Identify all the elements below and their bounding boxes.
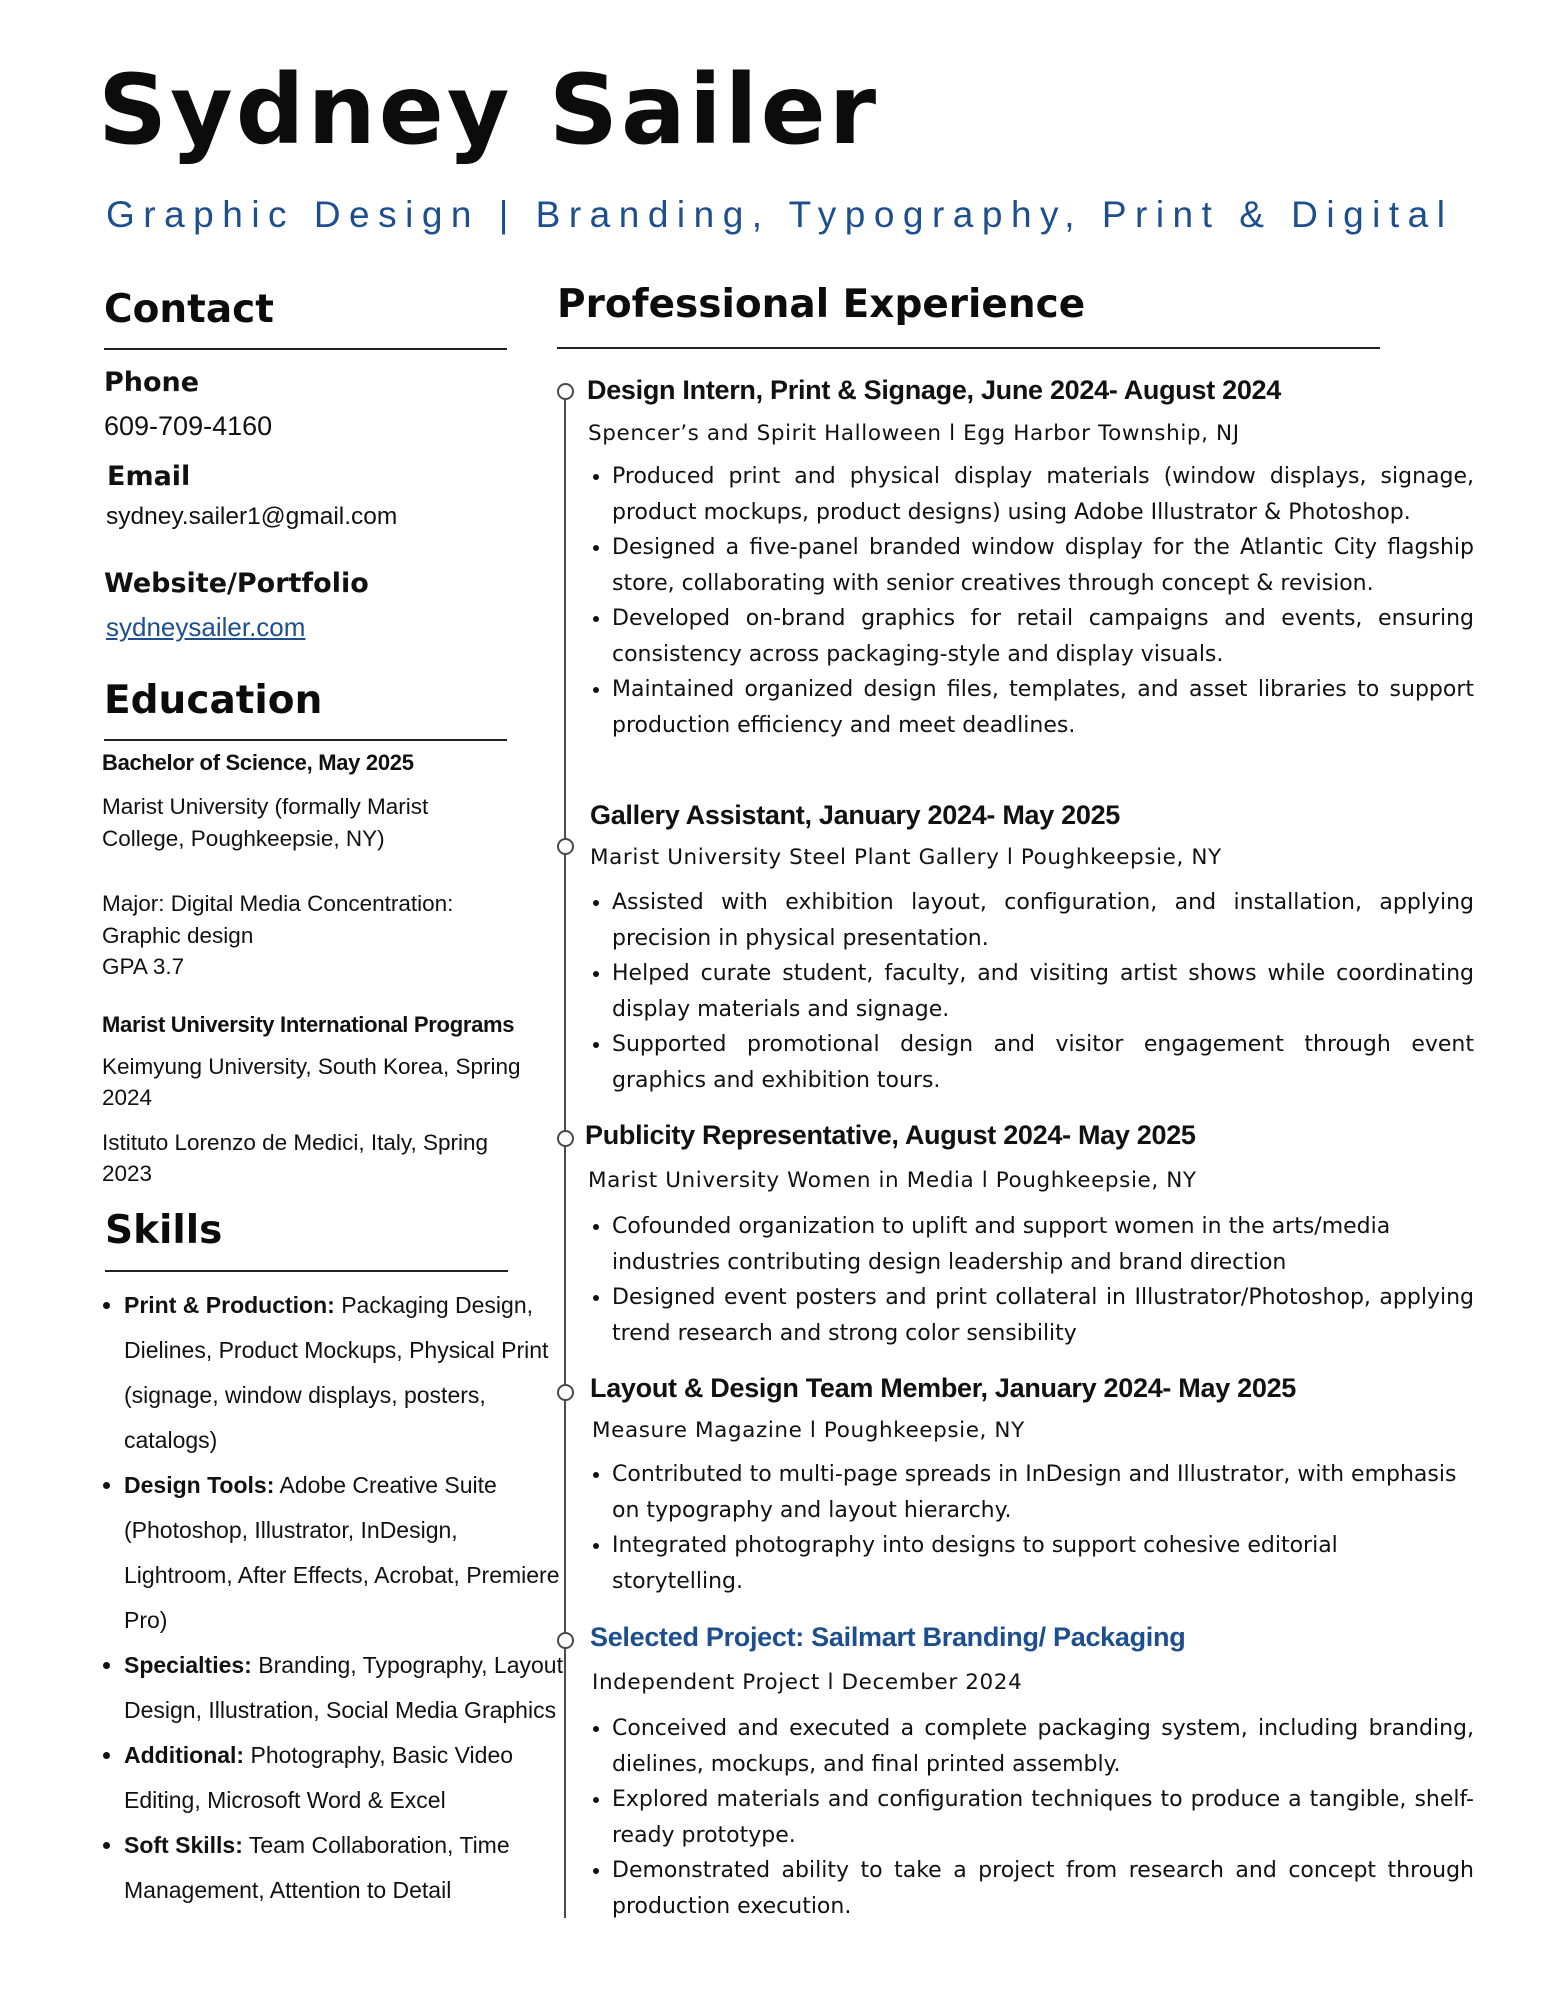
education-heading: Education	[104, 678, 323, 723]
job-bullet: • Contributed to multi-page spreads in InDesign and Illustrator, with emphasis on typography and layout hierarchy.	[612, 1457, 1474, 1528]
intl-program-2-line-2: 2023	[102, 1161, 153, 1186]
intl-program-2-line-1: Istituto Lorenzo de Medici, Italy, Spring	[102, 1130, 489, 1155]
experience-rule	[557, 347, 1380, 349]
job-bullet: • Designed event posters and print collateral in Illustrator/Photoshop, applying trend research and strong color sensibility	[612, 1280, 1474, 1351]
email-value: sydney.sailer1@gmail.com	[106, 503, 398, 530]
skill-item: • Print & Production: Packaging Design, Dielines, Product Mockups, Physical Print (signage, window displays, posters, catalogs)	[124, 1283, 564, 1463]
job-bullet: • Designed a five-panel branded window display for the Atlantic City flagship store, collaborating with senior creatives through concept & revision.	[612, 530, 1474, 601]
gpa: GPA 3.7	[102, 954, 185, 979]
skill-item: • Additional: Photography, Basic Video Editing, Microsoft Word & Excel	[124, 1733, 564, 1823]
intl-programs-heading: Marist University International Programs	[102, 1012, 515, 1037]
job-title: Gallery Assistant, January 2024- May 2025	[590, 800, 1121, 830]
job-bullets	[590, 885, 1474, 1098]
phone-label: Phone	[104, 367, 200, 398]
job-bullets	[590, 459, 1474, 743]
tagline: Graphic Design | Branding, Typography, Print & Digital	[106, 194, 1454, 235]
job-organization: Spencer’s and Spirit Halloween l Egg Harbor Township, NJ	[588, 421, 1240, 446]
job-title: Publicity Representative, August 2024- May 2025	[585, 1120, 1196, 1150]
job-bullet: • Demonstrated ability to take a project from research and concept through production execution.	[612, 1853, 1474, 1924]
job-bullet: • Developed on-brand graphics for retail campaigns and events, ensuring consistency across packaging-style and display visuals.	[612, 601, 1474, 672]
skill-item: • Soft Skills: Team Collaboration, Time Management, Attention to Detail	[124, 1823, 564, 1913]
job-bullet: • Explored materials and configuration techniques to produce a tangible, shelf-ready prototype.	[612, 1782, 1474, 1853]
job-bullet: • Produced print and physical display materials (window displays, signage, product mockups, product designs) using Adobe Illustrator & Photoshop.	[612, 459, 1474, 530]
skills-heading: Skills	[105, 1208, 223, 1253]
skill-item: • Design Tools: Adobe Creative Suite (Photoshop, Illustrator, InDesign, Lightroom, After Effects, Acrobat, Premiere Pro)	[124, 1463, 564, 1643]
job-organization: Independent Project l December 2024	[592, 1670, 1023, 1695]
job-bullet: • Helped curate student, faculty, and visiting artist shows while coordinating display materials and signage.	[612, 956, 1474, 1027]
job-organization: Marist University Steel Plant Gallery l Poughkeepsie, NY	[590, 845, 1222, 870]
education-rule	[104, 739, 507, 741]
degree: Bachelor of Science, May 2025	[102, 750, 414, 775]
skills-rule	[105, 1270, 508, 1272]
candidate-name: Sydney Sailer	[98, 54, 880, 166]
timeline-marker	[557, 1384, 574, 1401]
job-organization: Measure Magazine l Poughkeepsie, NY	[592, 1418, 1025, 1443]
timeline-marker	[557, 1130, 574, 1147]
website-label: Website/Portfolio	[104, 568, 369, 599]
project-title: Selected Project: Sailmart Branding/ Packaging	[590, 1622, 1186, 1652]
timeline-line	[564, 390, 566, 1918]
timeline-marker	[557, 383, 574, 400]
job-bullets	[590, 1711, 1474, 1924]
job-bullet: • Assisted with exhibition layout, configuration, and installation, applying precision in physical presentation.	[612, 885, 1474, 956]
job-title: Design Intern, Print & Signage, June 2024- August 2024	[587, 375, 1281, 405]
job-title: Layout & Design Team Member, January 2024- May 2025	[590, 1373, 1297, 1403]
job-bullet: • Maintained organized design files, templates, and asset libraries to support production efficiency and meet deadlines.	[612, 672, 1474, 743]
school-line-2: College, Poughkeepsie, NY)	[102, 826, 385, 851]
job-bullet: • Conceived and executed a complete packaging system, including branding, dielines, mockups, and final printed assembly.	[612, 1711, 1474, 1782]
portfolio-link[interactable]: sydneysailer.com	[106, 612, 306, 642]
school-line-1: Marist University (formally Marist	[102, 794, 429, 819]
intl-program-1-line-1: Keimyung University, South Korea, Spring	[102, 1054, 521, 1079]
phone-value: 609-709-4160	[104, 411, 273, 441]
job-bullets	[590, 1457, 1474, 1599]
skills-list	[94, 1283, 564, 1913]
contact-heading: Contact	[104, 287, 274, 332]
job-bullet: • Supported promotional design and visitor engagement through event graphics and exhibition tours.	[612, 1027, 1474, 1098]
major-line-1: Major: Digital Media Concentration:	[102, 891, 454, 916]
timeline-marker	[557, 1632, 574, 1649]
job-organization: Marist University Women in Media l Poughkeepsie, NY	[588, 1168, 1197, 1193]
job-bullet: • Integrated photography into designs to support cohesive editorial storytelling.	[612, 1528, 1474, 1599]
email-label: Email	[107, 461, 191, 492]
experience-heading: Professional Experience	[557, 282, 1086, 327]
job-bullet: • Cofounded organization to uplift and support women in the arts/media industries contributing design leadership and brand direction	[612, 1209, 1474, 1280]
timeline-marker	[557, 838, 574, 855]
skill-item: • Specialties: Branding, Typography, Layout Design, Illustration, Social Media Graphics	[124, 1643, 564, 1733]
job-bullets	[590, 1209, 1474, 1351]
intl-program-1-line-2: 2024	[102, 1085, 153, 1110]
contact-rule	[104, 348, 507, 350]
major-line-2: Graphic design	[102, 923, 254, 948]
